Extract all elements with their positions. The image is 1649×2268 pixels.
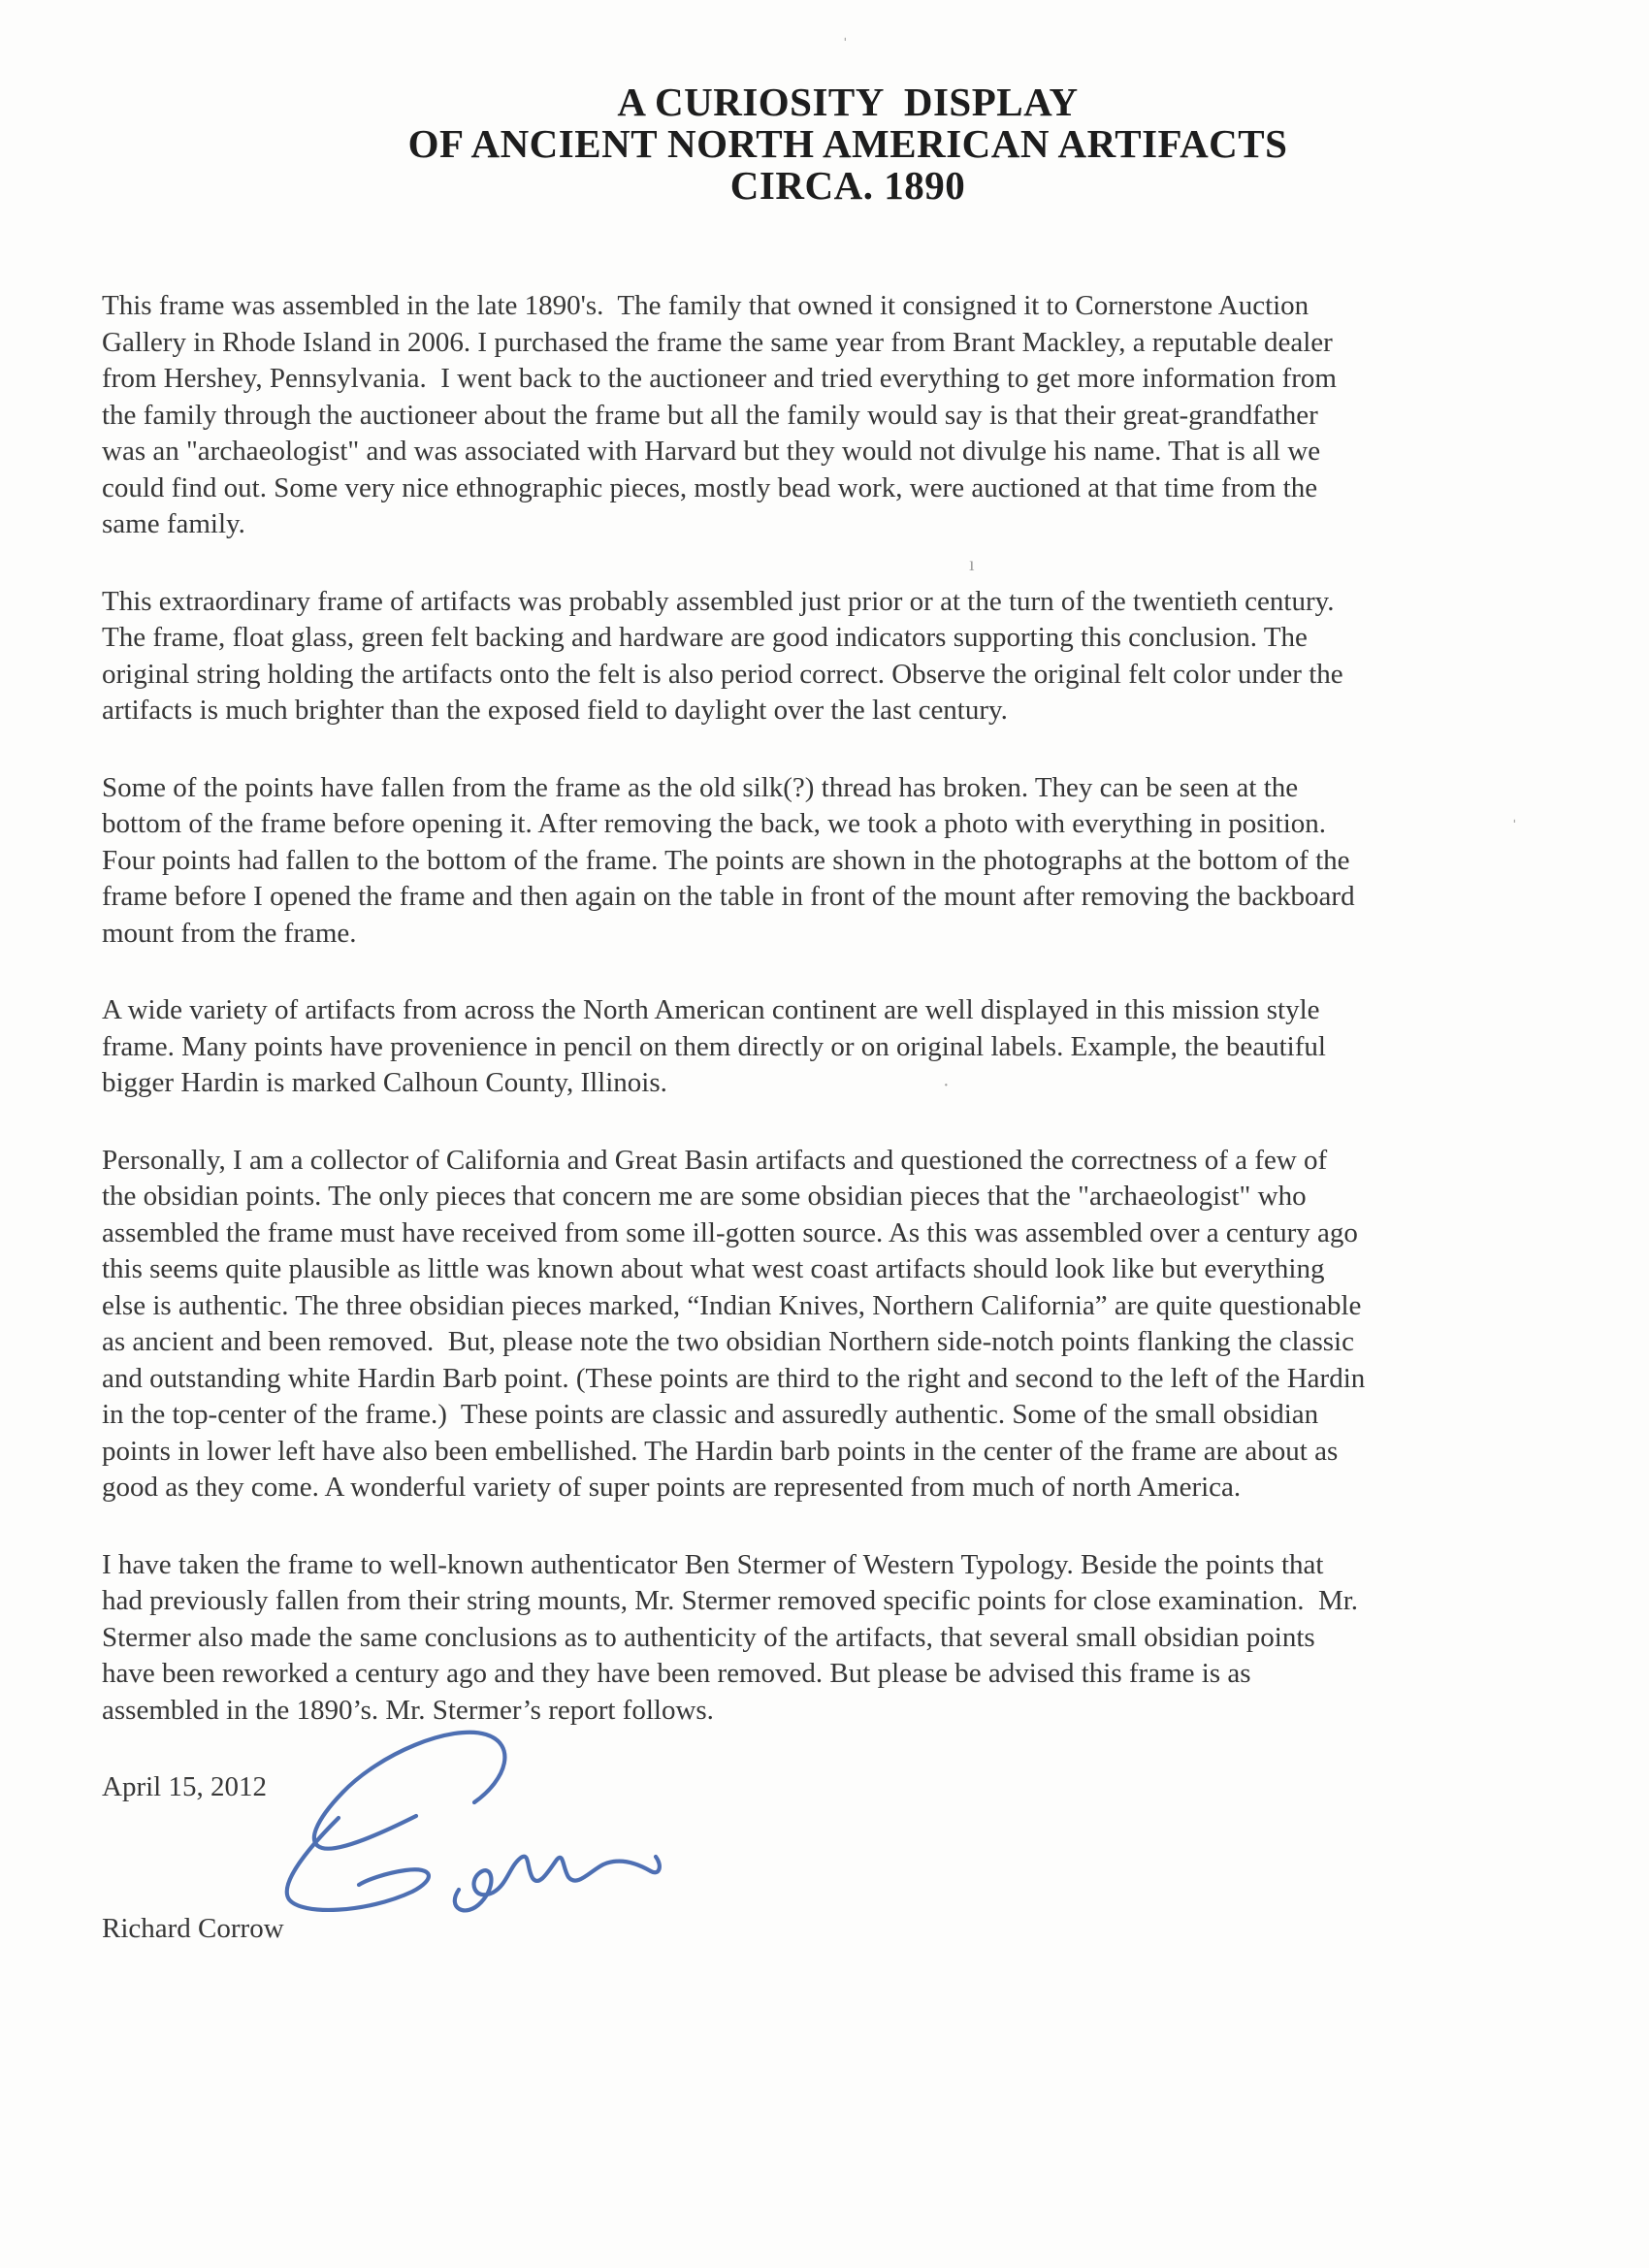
text-line: as ancient and been removed. But, please note the two obsidian Northern side-notch points flanking the classic bbox=[102, 1326, 1354, 1357]
text-line: Some of the points have fallen from the frame as the old silk(?) thread has broken. They can be seen at the bbox=[102, 771, 1299, 803]
text-line: assembled in the 1890’s. Mr. Stermer’s report follows. bbox=[102, 1694, 714, 1726]
text-line: was an "archaeologist" and was associated with Harvard but they would not divulge his name. That is all we bbox=[102, 436, 1321, 467]
text-line: this seems quite plausible as little was known about what west coast artifacts should look like but everything bbox=[102, 1253, 1325, 1284]
text-line: good as they come. A wonderful variety of super points are represented from much of north America. bbox=[102, 1472, 1242, 1503]
paragraph-artifact-variety bbox=[102, 992, 1567, 1102]
signer-name: Richard Corrow bbox=[102, 1912, 284, 1944]
letter-title bbox=[102, 81, 1567, 207]
paragraph-fallen-points bbox=[102, 770, 1567, 953]
text-line: Four points had fallen to the bottom of the frame. The points are shown in the photographs at the bottom of the bbox=[102, 844, 1350, 876]
paragraph-frame-dating bbox=[102, 584, 1567, 729]
text-line: have been reworked a century ago and they have been removed. But please be advised this frame is as bbox=[102, 1658, 1251, 1689]
letter-body bbox=[102, 81, 1567, 1947]
text-line: A CURIOSITY DISPLAY bbox=[617, 80, 1079, 124]
text-line: could find out. Some very nice ethnographic pieces, mostly bead work, were auctioned at that time from the bbox=[102, 471, 1318, 503]
text-line: Personally, I am a collector of California and Great Basin artifacts and questioned the correctness of a few of bbox=[102, 1144, 1328, 1176]
text-line: else is authentic. The three obsidian pieces marked, “Indian Knives, Northern California” are quite questionable bbox=[102, 1289, 1362, 1321]
text-line: the obsidian points. The only pieces that concern me are some obsidian pieces that the "archaeologist" who bbox=[102, 1181, 1307, 1212]
text-line: frame before I opened the frame and then again on the table in front of the mount after removing the backboard bbox=[102, 881, 1355, 912]
text-line: I have taken the frame to well-known authenticator Ben Stermer of Western Typology. Beside the points that bbox=[102, 1548, 1324, 1580]
scan-speck: ı bbox=[969, 554, 975, 575]
text-line: Gallery in Rhode Island in 2006. I purchased the frame the same year from Brant Mackley, a reputable dealer bbox=[102, 326, 1333, 358]
text-line: in the top-center of the frame.) These points are classic and assuredly authentic. Some of the small obsidian bbox=[102, 1399, 1319, 1430]
scan-speck: ˈ bbox=[1511, 817, 1518, 838]
paragraph-authenticity-concerns bbox=[102, 1143, 1567, 1507]
text-line: points in lower left have also been embellished. The Hardin barb points in the center of the frame are about as bbox=[102, 1435, 1339, 1467]
text-line: This frame was assembled in the late 1890's. The family that owned it consigned it to Cornerstone Auction bbox=[102, 290, 1310, 321]
scan-speck: ˈ bbox=[842, 35, 849, 56]
text-line: the family through the auctioneer about the frame but all the family would say is that their great-grandfather bbox=[102, 399, 1318, 431]
text-line: had previously fallen from their string mounts, Mr. Stermer removed specific points for close examination. Mr. bbox=[102, 1585, 1359, 1616]
text-line: and outstanding white Hardin Barb point. (These points are third to the right and second to the left of the Hardin bbox=[102, 1362, 1366, 1394]
text-line: OF ANCIENT NORTH AMERICAN ARTIFACTS bbox=[407, 121, 1288, 166]
letter-date: April 15, 2012 bbox=[102, 1771, 267, 1802]
text-line: original string holding the artifacts onto the felt is also period correct. Observe the original felt color under the bbox=[102, 658, 1343, 690]
text-line: CIRCA. 1890 bbox=[729, 163, 966, 208]
text-line: assembled the frame must have received from some ill-gotten source. As this was assembled over a century ago bbox=[102, 1216, 1358, 1248]
text-line: bigger Hardin is marked Calhoun County, Illinois. bbox=[102, 1067, 667, 1098]
handwritten-signature-ink bbox=[267, 1725, 684, 1919]
text-line: bottom of the frame before opening it. After removing the back, we took a photo with everything in position. bbox=[102, 808, 1327, 839]
text-line: frame. Many points have provenience in pencil on them directly or on original labels. Example, the beautiful bbox=[102, 1030, 1326, 1062]
text-line: Stermer also made the same conclusions as to authenticity of the artifacts, that several small obsidian points bbox=[102, 1621, 1315, 1653]
text-line: mount from the frame. bbox=[102, 917, 357, 949]
text-line: A wide variety of artifacts from across the North American continent are well displayed in this mission style bbox=[102, 994, 1320, 1025]
paragraph-authenticator bbox=[102, 1547, 1567, 1730]
text-line: The frame, float glass, green felt backing and hardware are good indicators supporting this conclusion. The bbox=[102, 622, 1308, 653]
text-line: from Hershey, Pennsylvania. I went back to the auctioneer and tried everything to get more information from bbox=[102, 363, 1337, 394]
text-line: artifacts is much brighter than the exposed field to daylight over the last century. bbox=[102, 695, 1008, 726]
text-line: This extraordinary frame of artifacts was probably assembled just prior or at the turn of the twentieth century. bbox=[102, 585, 1335, 617]
scan-speck: · bbox=[943, 1075, 950, 1096]
text-line: same family. bbox=[102, 508, 245, 539]
paragraph-provenance bbox=[102, 288, 1567, 543]
